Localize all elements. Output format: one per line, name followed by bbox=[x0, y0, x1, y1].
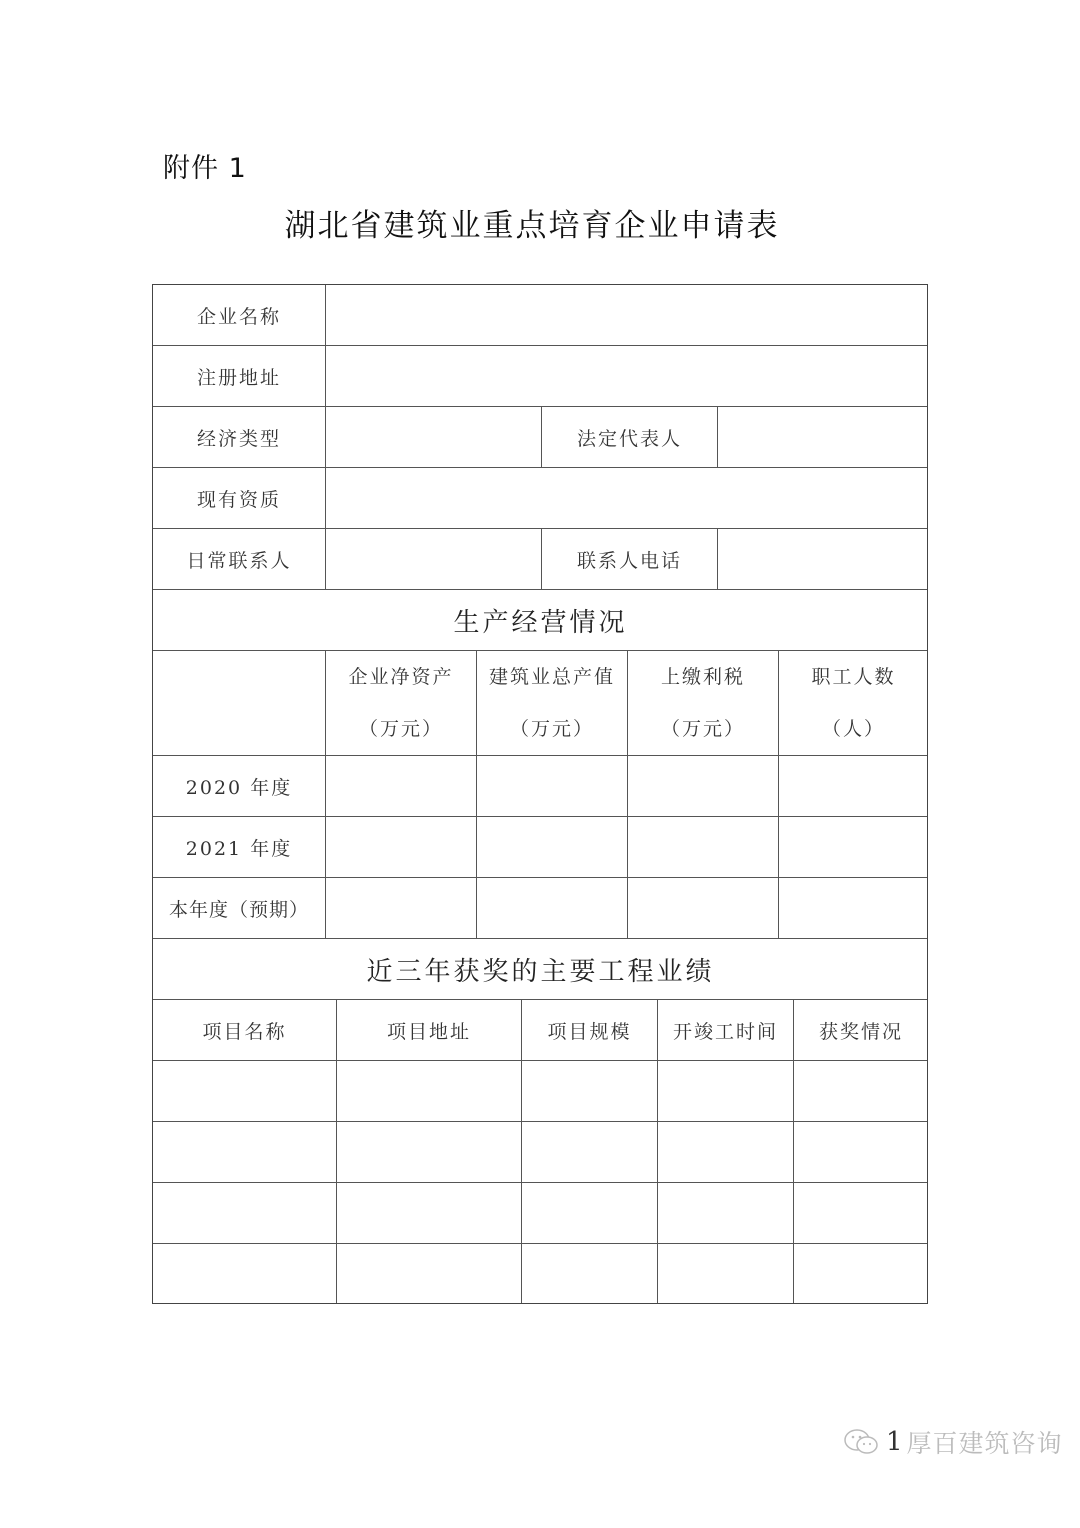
title-text: 湖北省建筑业重点培育企业申请表 bbox=[284, 208, 780, 244]
production-cell[interactable] bbox=[778, 877, 928, 938]
production-cell[interactable] bbox=[627, 816, 778, 877]
registered-address-field[interactable] bbox=[325, 345, 928, 406]
col-header-total-output bbox=[476, 650, 627, 755]
production-cell[interactable] bbox=[325, 755, 476, 816]
production-cell[interactable] bbox=[325, 877, 476, 938]
awards-cell[interactable] bbox=[152, 1182, 336, 1243]
awards-cell[interactable] bbox=[336, 1182, 521, 1243]
awards-cell[interactable] bbox=[793, 1182, 928, 1243]
wechat-icon bbox=[842, 1427, 882, 1457]
col-header-project-name: 项目名称 bbox=[152, 999, 336, 1060]
production-cell[interactable] bbox=[476, 877, 627, 938]
label-qualifications: 现有资质 bbox=[152, 467, 325, 528]
awards-cell[interactable] bbox=[336, 1060, 521, 1121]
production-cell[interactable] bbox=[476, 816, 627, 877]
col-header-line2: （万元） bbox=[660, 718, 745, 740]
awards-cell[interactable] bbox=[152, 1243, 336, 1304]
section-title-awards: 近三年获奖的主要工程业绩 bbox=[152, 938, 928, 999]
section-title-production: 生产经营情况 bbox=[152, 589, 928, 650]
label-registered-address: 注册地址 bbox=[152, 345, 325, 406]
awards-cell[interactable] bbox=[336, 1243, 521, 1304]
awards-cell[interactable] bbox=[521, 1121, 657, 1182]
attachment-label: 附件 1 bbox=[163, 153, 247, 184]
awards-cell[interactable] bbox=[521, 1243, 657, 1304]
awards-cell[interactable] bbox=[657, 1121, 793, 1182]
awards-cell[interactable] bbox=[152, 1060, 336, 1121]
row-label-current-year: 本年度（预期） bbox=[152, 877, 325, 938]
production-cell[interactable] bbox=[476, 755, 627, 816]
production-cell[interactable] bbox=[325, 816, 476, 877]
production-cell[interactable] bbox=[778, 755, 928, 816]
col-header-project-scale: 项目规模 bbox=[521, 999, 657, 1060]
col-header-project-address: 项目地址 bbox=[336, 999, 521, 1060]
awards-cell[interactable] bbox=[152, 1121, 336, 1182]
label-company-name: 企业名称 bbox=[152, 284, 325, 345]
page-number: 1 bbox=[886, 1427, 903, 1457]
awards-cell[interactable] bbox=[336, 1121, 521, 1182]
qualifications-field[interactable] bbox=[325, 467, 928, 528]
daily-contact-field[interactable] bbox=[325, 528, 541, 589]
awards-cell[interactable] bbox=[657, 1243, 793, 1304]
col-header-line1: 建筑业总产值 bbox=[488, 666, 615, 688]
page-title bbox=[0, 200, 1080, 245]
label-contact-phone: 联系人电话 bbox=[541, 528, 717, 589]
production-header-blank bbox=[152, 650, 325, 755]
page-footer bbox=[842, 1424, 1063, 1460]
col-header-construction-period: 开竣工时间 bbox=[657, 999, 793, 1060]
production-cell[interactable] bbox=[627, 755, 778, 816]
contact-phone-field[interactable] bbox=[717, 528, 928, 589]
awards-cell[interactable] bbox=[521, 1182, 657, 1243]
col-header-line1: 企业净资产 bbox=[348, 666, 454, 688]
awards-cell[interactable] bbox=[793, 1121, 928, 1182]
col-header-net-assets bbox=[325, 650, 476, 755]
production-cell[interactable] bbox=[627, 877, 778, 938]
col-header-line1: 上缴利税 bbox=[660, 666, 745, 688]
production-cell[interactable] bbox=[778, 816, 928, 877]
col-header-line1: 职工人数 bbox=[811, 666, 896, 688]
awards-cell[interactable] bbox=[793, 1060, 928, 1121]
watermark-text: 厚百建筑咨询 bbox=[906, 1429, 1063, 1458]
label-legal-representative: 法定代表人 bbox=[541, 406, 717, 467]
application-form-table bbox=[152, 284, 928, 1304]
legal-representative-field[interactable] bbox=[717, 406, 928, 467]
col-header-line2: （万元） bbox=[358, 718, 443, 740]
company-name-field[interactable] bbox=[325, 284, 928, 345]
awards-cell[interactable] bbox=[657, 1182, 793, 1243]
col-header-awards: 获奖情况 bbox=[793, 999, 928, 1060]
awards-cell[interactable] bbox=[793, 1243, 928, 1304]
label-economic-type: 经济类型 bbox=[152, 406, 325, 467]
col-header-line2: （万元） bbox=[509, 718, 594, 740]
col-header-employees bbox=[778, 650, 928, 755]
awards-cell[interactable] bbox=[657, 1060, 793, 1121]
row-label-2020: 2020 年度 bbox=[152, 755, 325, 816]
row-label-2021: 2021 年度 bbox=[152, 816, 325, 877]
economic-type-field[interactable] bbox=[325, 406, 541, 467]
awards-cell[interactable] bbox=[521, 1060, 657, 1121]
col-header-line2: （人） bbox=[821, 718, 885, 740]
col-header-taxes bbox=[627, 650, 778, 755]
label-daily-contact: 日常联系人 bbox=[152, 528, 325, 589]
